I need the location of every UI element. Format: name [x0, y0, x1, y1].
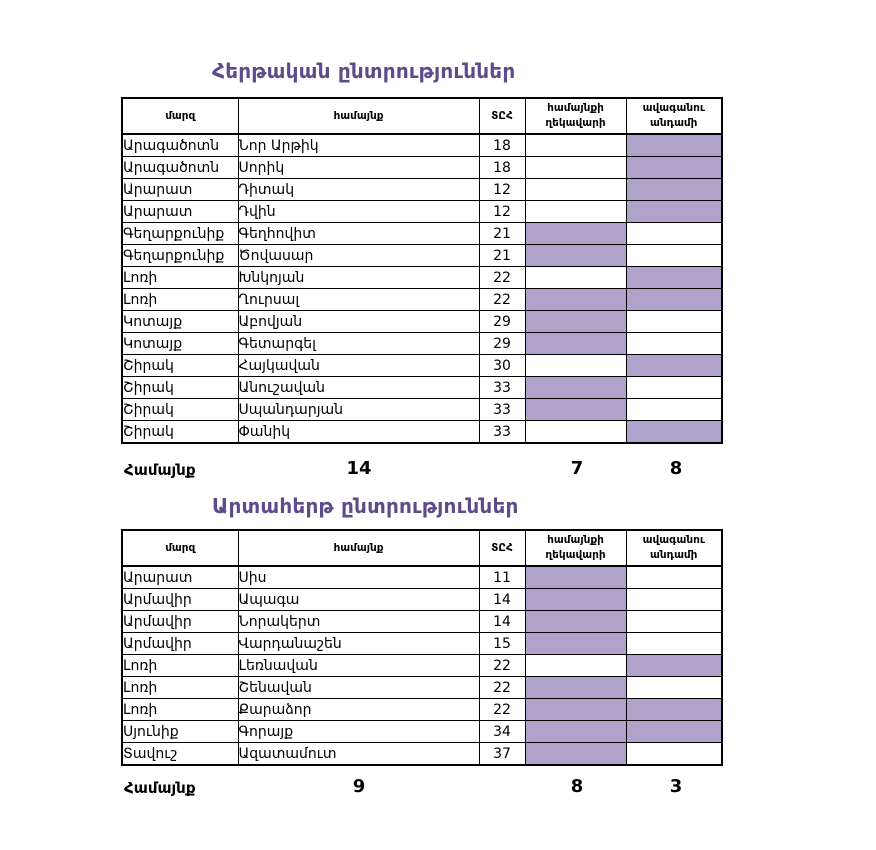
- code-cell: 22: [479, 655, 525, 677]
- community-head-header-line1: համայնքի: [547, 102, 604, 114]
- table-row: [122, 655, 722, 677]
- community-cell: Նորակերտ: [238, 611, 479, 633]
- totals-label: Համայնք: [124, 461, 196, 479]
- community-cell: Ծովասար: [238, 245, 479, 267]
- council-election-cell: [626, 201, 722, 223]
- council-election-cell: [626, 289, 722, 311]
- community-header: համայնք: [238, 530, 479, 566]
- council-member-header: [626, 530, 722, 566]
- elections-table: [121, 529, 723, 766]
- community-head-header-line1: համայնքի: [547, 534, 604, 546]
- head-election-cell: [525, 223, 626, 245]
- council-election-cell: [626, 245, 722, 267]
- table-row: [122, 633, 722, 655]
- code-header: ՏԸՀ: [479, 98, 525, 134]
- region-cell: Լոռի: [122, 289, 238, 311]
- community-cell: Ազատամուտ: [238, 743, 479, 766]
- council-member-header-line1: ավագանու: [642, 534, 705, 546]
- head-election-cell: [525, 566, 626, 589]
- community-cell: Անուշավան: [238, 377, 479, 399]
- totals-label: Համայնք: [124, 779, 196, 797]
- table-row: [122, 134, 722, 157]
- table-row: [122, 267, 722, 289]
- community-cell: Գորայք: [238, 721, 479, 743]
- head-election-cell: [525, 355, 626, 377]
- region-cell: Սյունիք: [122, 721, 238, 743]
- community-count: 9: [352, 776, 366, 797]
- region-cell: Գեղարքունիք: [122, 245, 238, 267]
- head-election-cell: [525, 245, 626, 267]
- code-header: ՏԸՀ: [479, 530, 525, 566]
- council-election-cell: [626, 677, 722, 699]
- community-cell: Շենավան: [238, 677, 479, 699]
- head-election-cell: [525, 267, 626, 289]
- region-cell: Արմավիր: [122, 611, 238, 633]
- region-cell: Շիրակ: [122, 399, 238, 421]
- code-cell: 12: [479, 201, 525, 223]
- code-cell: 33: [479, 377, 525, 399]
- council-election-cell: [626, 743, 722, 766]
- community-cell: Հայկավան: [238, 355, 479, 377]
- region-cell: Գեղարքունիք: [122, 223, 238, 245]
- community-cell: Փանիկ: [238, 421, 479, 444]
- region-cell: Լոռի: [122, 655, 238, 677]
- community-cell: Նոր Արթիկ: [238, 134, 479, 157]
- council-election-cell: [626, 399, 722, 421]
- code-cell: 21: [479, 245, 525, 267]
- head-election-cell: [525, 134, 626, 157]
- head-election-cell: [525, 421, 626, 444]
- region-cell: Արմավիր: [122, 633, 238, 655]
- council-election-cell: [626, 355, 722, 377]
- council-member-header-line2: անդամի: [650, 549, 698, 561]
- region-cell: Արագածոտն: [122, 134, 238, 157]
- totals-row: [121, 776, 724, 800]
- table-row: [122, 355, 722, 377]
- code-cell: 14: [479, 611, 525, 633]
- community-cell: Ապագա: [238, 589, 479, 611]
- elections-table: [121, 97, 723, 444]
- head-election-cell: [525, 399, 626, 421]
- header-row: [122, 530, 722, 566]
- council-election-cell: [626, 223, 722, 245]
- table-row: [122, 699, 722, 721]
- region-cell: Արարատ: [122, 566, 238, 589]
- head-election-cell: [525, 201, 626, 223]
- head-election-cell: [525, 179, 626, 201]
- section-title: Արտահերթ ընտրություններ: [212, 494, 519, 518]
- head-election-cell: [525, 699, 626, 721]
- table-row: [122, 611, 722, 633]
- code-cell: 34: [479, 721, 525, 743]
- community-head-header-line2: ղեկավարի: [545, 549, 606, 561]
- table-row: [122, 311, 722, 333]
- community-cell: Սորիկ: [238, 157, 479, 179]
- totals-row: [121, 458, 724, 482]
- region-cell: Լոռի: [122, 267, 238, 289]
- code-cell: 12: [479, 179, 525, 201]
- code-cell: 14: [479, 589, 525, 611]
- code-cell: 33: [479, 399, 525, 421]
- council-count: 3: [669, 776, 683, 797]
- head-election-cell: [525, 655, 626, 677]
- code-cell: 18: [479, 134, 525, 157]
- community-cell: Սիս: [238, 566, 479, 589]
- code-cell: 29: [479, 333, 525, 355]
- council-election-cell: [626, 633, 722, 655]
- head-election-cell: [525, 589, 626, 611]
- table-row: [122, 289, 722, 311]
- region-header: մարզ: [122, 98, 238, 134]
- region-cell: Արարատ: [122, 179, 238, 201]
- region-cell: Տավուշ: [122, 743, 238, 766]
- community-cell: Ղուրսալ: [238, 289, 479, 311]
- community-count: 14: [346, 458, 372, 479]
- head-count: 7: [570, 458, 584, 479]
- community-cell: Սպանդարյան: [238, 399, 479, 421]
- region-cell: Արմավիր: [122, 589, 238, 611]
- code-cell: 22: [479, 267, 525, 289]
- table-row: [122, 677, 722, 699]
- region-cell: Լոռի: [122, 699, 238, 721]
- code-cell: 18: [479, 157, 525, 179]
- header-row: [122, 98, 722, 134]
- code-cell: 22: [479, 677, 525, 699]
- region-cell: Կոտայք: [122, 333, 238, 355]
- region-cell: Արագածոտն: [122, 157, 238, 179]
- community-cell: Վարդանաշեն: [238, 633, 479, 655]
- table-row: [122, 743, 722, 766]
- code-cell: 30: [479, 355, 525, 377]
- council-election-cell: [626, 311, 722, 333]
- community-cell: Դիտակ: [238, 179, 479, 201]
- council-election-cell: [626, 134, 722, 157]
- head-election-cell: [525, 289, 626, 311]
- council-member-header-line1: ավագանու: [642, 102, 705, 114]
- table-row: [122, 201, 722, 223]
- council-election-cell: [626, 157, 722, 179]
- code-cell: 37: [479, 743, 525, 766]
- table-row: [122, 399, 722, 421]
- head-election-cell: [525, 311, 626, 333]
- table-row: [122, 589, 722, 611]
- code-cell: 22: [479, 289, 525, 311]
- community-cell: Խնկոյան: [238, 267, 479, 289]
- head-count: 8: [570, 776, 584, 797]
- council-election-cell: [626, 611, 722, 633]
- council-election-cell: [626, 267, 722, 289]
- code-cell: 15: [479, 633, 525, 655]
- section-title: Հերթական ընտրություններ: [212, 59, 516, 83]
- community-header: համայնք: [238, 98, 479, 134]
- table-row: [122, 245, 722, 267]
- head-election-cell: [525, 333, 626, 355]
- table-row: [122, 223, 722, 245]
- council-election-cell: [626, 377, 722, 399]
- council-member-header-line2: անդամի: [650, 117, 698, 129]
- head-election-cell: [525, 677, 626, 699]
- council-count: 8: [669, 458, 683, 479]
- region-cell: Լոռի: [122, 677, 238, 699]
- community-head-header: [525, 98, 626, 134]
- table-row: [122, 566, 722, 589]
- community-cell: Գետարգել: [238, 333, 479, 355]
- council-election-cell: [626, 566, 722, 589]
- community-head-header-line2: ղեկավարի: [545, 117, 606, 129]
- council-election-cell: [626, 421, 722, 444]
- council-election-cell: [626, 589, 722, 611]
- region-cell: Շիրակ: [122, 421, 238, 444]
- community-cell: Քարաձոր: [238, 699, 479, 721]
- community-cell: Գեղհովիտ: [238, 223, 479, 245]
- code-cell: 33: [479, 421, 525, 444]
- region-cell: Շիրակ: [122, 355, 238, 377]
- head-election-cell: [525, 721, 626, 743]
- council-election-cell: [626, 699, 722, 721]
- region-cell: Կոտայք: [122, 311, 238, 333]
- council-member-header: [626, 98, 722, 134]
- head-election-cell: [525, 377, 626, 399]
- head-election-cell: [525, 157, 626, 179]
- council-election-cell: [626, 333, 722, 355]
- code-cell: 21: [479, 223, 525, 245]
- region-cell: Արարատ: [122, 201, 238, 223]
- council-election-cell: [626, 721, 722, 743]
- head-election-cell: [525, 633, 626, 655]
- community-cell: Լեռնավան: [238, 655, 479, 677]
- head-election-cell: [525, 611, 626, 633]
- table-row: [122, 157, 722, 179]
- community-head-header: [525, 530, 626, 566]
- region-cell: Շիրակ: [122, 377, 238, 399]
- code-cell: 22: [479, 699, 525, 721]
- table-row: [122, 333, 722, 355]
- table-row: [122, 421, 722, 444]
- council-election-cell: [626, 655, 722, 677]
- head-election-cell: [525, 743, 626, 766]
- table-row: [122, 377, 722, 399]
- community-cell: Աբովյան: [238, 311, 479, 333]
- council-election-cell: [626, 179, 722, 201]
- community-cell: Դվին: [238, 201, 479, 223]
- region-header: մարզ: [122, 530, 238, 566]
- table-row: [122, 721, 722, 743]
- table-row: [122, 179, 722, 201]
- code-cell: 11: [479, 566, 525, 589]
- code-cell: 29: [479, 311, 525, 333]
